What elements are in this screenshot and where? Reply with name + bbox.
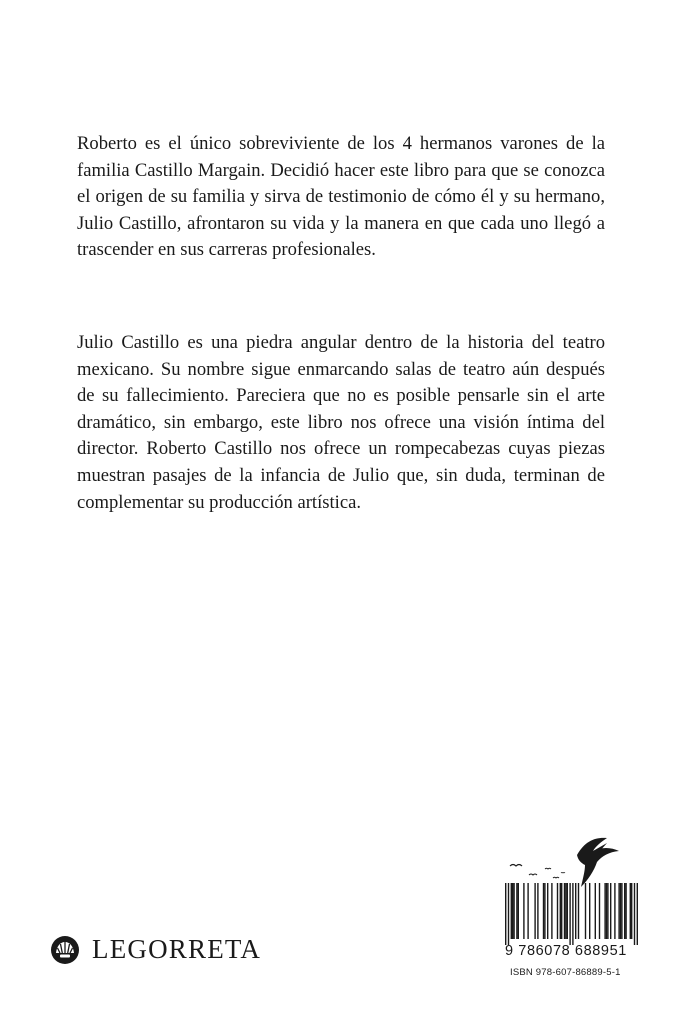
barcode-bar: [516, 883, 517, 939]
barcode-bar: [578, 883, 579, 939]
barcode-bar: [614, 883, 615, 939]
barcode-bar: [618, 883, 619, 939]
barcode-bar: [630, 883, 631, 939]
barcode-bar: [624, 883, 625, 939]
back-cover-paragraph-2: Julio Castillo es una piedra angular dentro de la historia del teatro mexicano. Su nombre sigue enmarcando salas de teatro aún después de su fallecimiento. Pareciera que no es posible pensarle sin el arte dramático, sin embargo, este libro nos ofrece una visión íntima del director. Roberto Castillo nos ofrece un rompecabezas cuyas piezas muestran pasajes de la infancia de Julio que, sin duda, terminan de complementar su producción artística.: [77, 332, 605, 513]
back-cover-paragraph-1: Roberto es el único sobreviviente de los 4 hermanos varones de la familia Castillo Margain. Decidió hacer este libro para que se conozca el origen de su familia y sirva de testimonio de cómo él y su hermano, Julio Castillo, afrontaron su vida y la manera en que cada uno llegó a trascender en sus carreras profesionales.: [77, 133, 605, 261]
barcode-bar: [518, 883, 519, 939]
publisher-logo: [50, 934, 261, 965]
isbn-number: ISBN 978-607-86889-5-1: [510, 967, 621, 978]
barcode-bar: [569, 883, 570, 945]
barcode-bar: [589, 883, 590, 939]
barcode-bar: [599, 883, 600, 939]
barcode-bar: [564, 883, 565, 939]
barcode-bar: [537, 883, 538, 939]
barcode-bar: [512, 883, 513, 939]
barcode-bar: [625, 883, 626, 939]
barcode-bar: [637, 883, 638, 945]
barcode-bar: [572, 883, 573, 945]
barcode: [503, 883, 641, 945]
barcode-bar: [544, 883, 545, 939]
barcode-bar: [547, 883, 548, 939]
barcode-bar: [620, 883, 621, 939]
barcode-bar: [610, 883, 611, 939]
barcode-bar: [557, 883, 558, 939]
barcode-bar: [527, 883, 528, 939]
barcode-bar: [534, 883, 535, 939]
barcode-bar: [561, 883, 562, 939]
barcode-area: [495, 835, 645, 1025]
barcode-bar: [513, 883, 514, 939]
barcode-bar: [565, 883, 566, 939]
publisher-name: LEGORRETA: [92, 934, 262, 964]
barcode-bar: [631, 883, 632, 939]
barcode-bar: [606, 883, 607, 939]
barcode-bar: [621, 883, 622, 939]
barcode-bar: [523, 883, 524, 939]
barcode-bar: [543, 883, 544, 939]
barcode-bar: [585, 883, 586, 939]
barcode-bar: [575, 883, 576, 939]
barcode-bar: [567, 883, 568, 939]
shell-logo-icon: [50, 935, 80, 965]
barcode-bar: [551, 883, 552, 939]
barcode-bar: [595, 883, 596, 939]
barcode-bar: [560, 883, 561, 939]
barcode-bar: [505, 883, 506, 945]
barcode-bar: [634, 883, 635, 945]
barcode-digits: 9 786078 688951: [505, 943, 627, 959]
barcode-bar: [511, 883, 512, 939]
barcode-bar: [604, 883, 605, 939]
barcode-bar: [508, 883, 509, 945]
barcode-bar: [607, 883, 608, 939]
